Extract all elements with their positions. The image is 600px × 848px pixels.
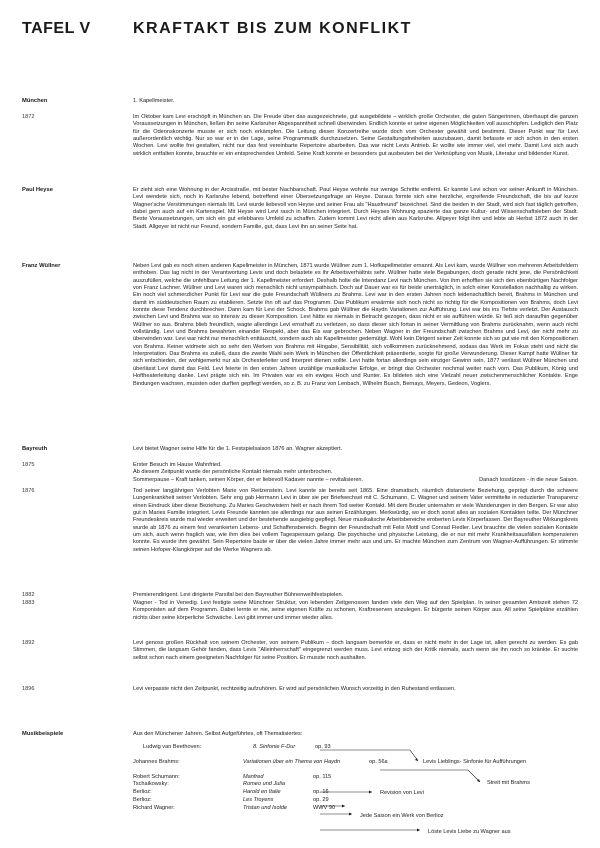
text-1882: Premierendirigent. Levi dirigierte Parsifal bei den Bayreuther Bühnenweihfestspielen. xyxy=(133,592,344,598)
year-1882: 1882 xyxy=(22,592,35,598)
composer: Berlioz: xyxy=(133,796,152,803)
year-1883: 1883 xyxy=(22,600,35,606)
work-title: Romeo und Julia xyxy=(243,781,285,788)
work-title: Harold en Italie xyxy=(243,789,281,796)
year-1896: 1896 xyxy=(22,686,35,692)
note-brahms: Streit mit Brahms xyxy=(487,780,530,786)
text-1875-line1: Erster Besuch im Hause Wahnfried. xyxy=(133,462,222,468)
year-1892: 1892 xyxy=(22,640,35,646)
text-1892: Levi genoss großen Rückhalt von seinem Orchester, von seinem Publikum – doch langsam bemerkte er, dass er nicht mehr in der Lage ist, allen gerecht zu werden. Es gab Stimmen, die langsam Gehör fanden, dass Levis "Alleinherrschaft" eingegrenzt werden muss. Levi entzog sich der Kritik niemals, auch wenn sie ihn noch so kränkte. Er suchte selbst schon nach einem geeigneten Nachfolger für seine Position. Er musste noch aushalten. xyxy=(133,640,578,661)
composer: Tschaikowsky: xyxy=(133,781,169,788)
arrowhead-wagner xyxy=(417,829,420,832)
label-musikbeispiele: Musikbeispiele xyxy=(22,731,64,737)
text-1872: Im Oktober kam Levi erschöpft in München an. Die Freude über das ausgezeichnete, gut ausgebildete – wirklich große Orchester, die guten Sängerinnen, überhaupt die ganzen Voraussetzungen in München, ließen ihn seine Karlsruher Abgespanntheit schnell überwinden. Endlich konnte er seine eigenen Möglichkeiten voll ausschöpfen. Lediglich den Platz für die Odeonskonzerte musste er sich noch erkämpfen. Die Leitung dieser Konzertreihe wurde doch vom Orchester gewählt und bestimmt. Dieser Punkt war für Levi außerordentlich wichtig. Nur so war er in der Lage, seine Programmatik durchzusetzen. Seine Gestaltungsfreiheiten auszubauen, damit befasste er sich schon in den ersten Wochen. Levi wollte frei gestalten, nicht nur das fest vereinbarte Repertoire abarbeiten. Das war nicht Levis Antrieb. Er wollte wie immer viel, viel mehr. Damit Levi sich auch wirklich entfalten konnte, brauchte er ein entsprechendes Umfeld. Seine Kraft konnte er besonders gut ausbeuten bei der Verknüpfung von Musik, Literatur und bildender Kunst. xyxy=(133,114,578,157)
work-title: Les Troyens xyxy=(243,796,274,803)
section-heyse xyxy=(22,187,578,231)
work-title: Manfred xyxy=(243,773,264,780)
plate-number: TAFEL V xyxy=(22,20,91,37)
composer: Johannes Brahms: xyxy=(133,758,180,765)
page-title: KRAFTAKT BIS ZUM KONFLIKT xyxy=(133,20,412,37)
list-item xyxy=(133,805,573,813)
label-heyse: Paul Heyse xyxy=(22,187,53,193)
note-schumann: Revision von Levi xyxy=(380,790,424,796)
list-item xyxy=(133,789,573,797)
text-muenchen: 1. Kapellmeister. xyxy=(133,98,175,104)
text-1875-line3b: Danach losstürzen - in die neue Saison. xyxy=(479,476,578,483)
page-header xyxy=(22,20,580,44)
work-title: 8. Sinfonie F-Dur xyxy=(253,744,296,750)
note-wagner: Löste Levis Liebe zu Wagner aus xyxy=(428,829,511,835)
text-heyse: Er zieht sich eine Wohnung in der Arcisstraße, mit bester Nachbarschaft. Paul Heyse wohnte nur wenige Schritte entfernt. Er kannte Levi schon vor seiner Ankunft in München. Levi wendete sich, noch in Karlsruhe lebend, betreffend einer Übersetzungsfrage an Heyse. Daraus formte sich eine herzliche, ergreifende Freundschaft, die bis auf kurze Wagner'sche Verstimmungen niemals litt. Levi wurde liebevoll von Heyse und seiner Frau als "Hausfreund" bezeichnet. Sind die beiden in der Stadt, wird sich fast täglich getroffen, dabei gern auch auf ein Kartenspiel. Mit Heyse wird Levi rasch in München integriert. Durch Heyses Wohnung spazierte das ganze Kultur- und Wissenschaftsleben der Stadt. Beste Voraussetzungen, um sich ein gut erlebbares Umfeld zu schaffen. Zudem kommt Levi nicht allein aus Karlsruhe. Allgeyer folgt ihm und lebte ab Herbst 1872 auch in der Stadt. Allgeyer ist nicht nur Freund, sondern Familie, gut, dass Levi ihn an seiner Seite hat. xyxy=(133,187,578,230)
opus: op. 93 xyxy=(315,744,331,750)
section-1872 xyxy=(22,114,578,158)
year-1875: 1875 xyxy=(22,462,35,468)
year-1876: 1876 xyxy=(22,488,35,494)
text-1875-line3 xyxy=(133,477,578,484)
label-wuellner: Franz Wüllner xyxy=(22,263,61,269)
opus: op. 56a xyxy=(369,758,388,765)
arrowhead-berlioz-2 xyxy=(349,813,352,816)
label-muenchen: München xyxy=(22,98,48,104)
text-wuellner: Neben Levi gab es noch einen anderen Kapellmeister in München, 1871 wurde Wüllner zum 1. Hofkapellmeister ernannt. Als Levi kam, wurde Wüllner von mehreren Arbeitsfeldern enthoben. Das lag nicht in der Verantwortung Levis und doch belastete es ihr Arbeitsverhältnis sehr. Wüllner hatte viele Begabungen, doch gerade nicht jene, die Persönlichkeit auszufüllen, welche die unfehlbare Leitung der 1. Kapellmeister erfordert. Deshalb holte die Intendanz Levi nach München. Von ihm erhofften sie sich den ebenbürtigen Nachfolger von Franz Lachner. Wüllner und Levi waren sich menschlich nicht unsympathisch. Doch auf Dauer war es für beide unerträglich, in solch einer Konstellation nachhaltig zu wirken. Ein noch viel schmerzlicher Punkt für Levi war die gute Freundschaft Wüllners zu Brahms. Levi war in den ersten Jahren noch leidenschaftlich bereit, Brahms in München und damit im süddeutschen Raum zu etablieren. Setzte ihn oft auf das Programm. Das Publikum erwärmte sich noch nicht so richtig für die Kompositionen von Brahms, doch Levi konnte diese Tendenz durchbrechen. Dann kam für Levi der Schock. Brahms gab Wüllner die Haydn Variationen zur Aufführung. Levi war bis ins Tiefste verletzt. Der Austausch zwischen Levi und Brahms war so intensiv zu dieser Komposition. Levi hätte es niemals in Betracht gezogen, dass nicht er sie aufführen würde. Er ließ sich daraufhin gegenüber Wüllner so aus. Brahms blieb freundlich, wagte allerdings Levi ernsthaft zu verletzen, so dass dieser sich fortan in seiner Vermittlung von Brahms zurücknahm, wenn auch nicht vollständig. Levi und Brahms bewahrten einander Respekt, aber das Eis war gebrochen. Neben Wagner in der Freundschaft zwischen Brahms und Levi, der nicht mehr zu überwinden war. Levi war nicht nur menschlich enttäuscht, sondern auch als Kapellmeister gedemütigt. Wohl kein Dirigent seiner Zeit konnte sich so gut wie mit den Kompositionen von Brahms. Keiner widmete sich so sehr den Werken von Brahms mit Hingabe, Sensibilität, sich vollkommen zurücknehmend, sodass das Werk im Fokus steht und nicht die Interpretation. Das Brahms es zuließ, dass die zweite Wahl sein Werk in München der Öffentlichkeit präsentierte, sorgte für große Verwunderung. Dieser Kampf hatte Wüllner für sich entschieden, der wohlgemerkt nur als Orchesterleiter und Interpret dienen sollte. Levi hatte fortan allerdings sein einziger Gewinn sein. 1877 verlässt Wüllner München und überlässt Levi damit das Feld. Levi feierte in den ersten Jahren unzählige musikalische Erfolge, er bringt das Orchester nochmal weiter nach vorn. Das Publikum, König und Hoftheaterleitung danke. Levi prägte sich ein. Im Privaten war es ein ewiges Hoch und Runter. Es bildeten sich eine Vielzahl neuer zwischenmenschlicher Kontakte. Enge Bindungen wachsen, mussten oder durften gepflegt werden, so z. B. zu Franz von Lenbach, Wilhelm Busch, Bernays, Meyers, Gedeon, Voglers. xyxy=(133,263,578,387)
section-1896 xyxy=(22,686,578,693)
text-1875-line2: Ab diesem Zeitpunkt wurde der persönliche Kontakt niemals mehr unterbrochen. xyxy=(133,469,333,476)
opus: op. 115 xyxy=(313,773,332,780)
composer: Robert Schumann: xyxy=(133,773,180,780)
label-bayreuth: Bayreuth xyxy=(22,446,48,452)
note-beethoven: Levis Lieblings- Sinfonie für Aufführungen xyxy=(423,759,527,765)
section-1892 xyxy=(22,640,578,662)
text-bayreuth: Levi bietet Wagner seine Hilfe für die 1. Festspielsaison 1876 an. Wagner akzeptiert. xyxy=(133,446,343,452)
section-bayreuth xyxy=(22,446,578,453)
work-title: Variationen über ein Thema von Haydn xyxy=(243,758,341,765)
musikbeispiele-list xyxy=(133,744,573,813)
text-1896: Levi verpasste nicht den Zeitpunkt, rechtzeitig aufzuhören. Er wird auf persönlichen Wunsch vorzeitig in den Ruhestand entlassen. xyxy=(133,686,456,692)
text-1876: Tod seiner langjährigen Verlobten Marie von Reitzenstein. Levi kannte sie bereits seit 1865. Eine dramatisch, räumlich distanzierte Beziehung, geprägt durch die schwere Lungenkrankheit seiner Verlobten. Sehr eng gab Hermann Levi in über sie per Briefwechsel mit C. Schumann, C. Wagner und seinem Vater vermittelte in reduzierter Transparenz einen Eindruck über diese Beziehung. Zu Maries Geschwistern hielt er nach ihrem Tod weiter Kontakt. Mit dem Bruder unternahm er viele Wanderungen in den Bergen. Er war also gut in Maries Familie integriert. Levis Freunde kannten sie allerdings nur aus seinen Erzählungen. Merkwürdig, wo er doch sonst alles an sozialen Kontakten teilte. Der Münchner Freundeskreis wurde mal wieder erweitert und der bestehende ausgiebig gepflegt. Neue musikalische Arbeitsbereiche eroberten Levis Körperfassen. Der Bayreuther Wirkungskreis wurde ab 1876 zu einem fest verankerten Lebens- und Schaffensbereich. Beginn der Freundschaft mit Felix Mottl und Conrad Fiedler. Levi brauchte die vielen sozialen Kontakte um sich, auch wenn fraglich war, wie ihm dies bei vollem Tagespensum gelang. Die psychische und physische Leistung, die er nur mit mehr Krankheitsausfällen kompensieren konnte. Es wurde ihm gewährt. Sein Repertoire baute er über die vielen Jahre immer mehr aus und um. Er machte München zum Zentrum von Wagner-Aufführungen. Er stimmte seinen Hofoper-Klangkörper auf die Werke Wagners ab. xyxy=(133,488,578,553)
text-1883: Wagner - Tod in Venedig. Levi festigte seine Münchner Struktur, von lebenden Zeitgenossen fanden viele den Weg auf den Spielplan. In seiner gesamten Amtszeit stehen 72 Komponisten auf dem Programm. Dabei lernte er nie, seine eigenen Kräfte zu schonen, Kraftreserven anzulegen. Er bürgerte seinen Körper aus. All seine Spielpläne erzählen nichts über seine körperliche Schwäche. Levi gibt immer und immer wieder alles. xyxy=(133,600,578,621)
opus: op. 29 xyxy=(313,796,329,803)
opus: WWV 90 xyxy=(313,804,336,811)
composer: Richard Wagner: xyxy=(133,804,175,811)
section-1875 xyxy=(22,462,578,484)
section-1876 xyxy=(22,488,578,554)
note-berlioz: Jede Saison ein Werk von Berlioz xyxy=(360,813,444,819)
section-muenchen xyxy=(22,98,578,105)
list-item xyxy=(133,797,573,805)
opus: op. 16 xyxy=(313,789,329,796)
musikbeispiele-intro: Aus den Münchener Jahren. Selbst Aufgeführtes, oft Thematisiertes: xyxy=(133,731,303,737)
section-1883 xyxy=(22,600,578,622)
year-1872: 1872 xyxy=(22,114,35,120)
work-title: Tristan und Isolde xyxy=(243,804,288,811)
list-item xyxy=(143,744,573,752)
section-wuellner xyxy=(22,263,578,388)
text-1875 xyxy=(133,462,578,484)
text-1875-line3a: Sommerpause – Kraft tanken, seinen Körper, der er liebevoll Kadaver nannte – revitalisieren. xyxy=(133,476,364,483)
composer: Berlioz: xyxy=(133,789,152,796)
section-1882 xyxy=(22,592,578,599)
composer: Ludwig van Beethoven: xyxy=(143,744,202,750)
